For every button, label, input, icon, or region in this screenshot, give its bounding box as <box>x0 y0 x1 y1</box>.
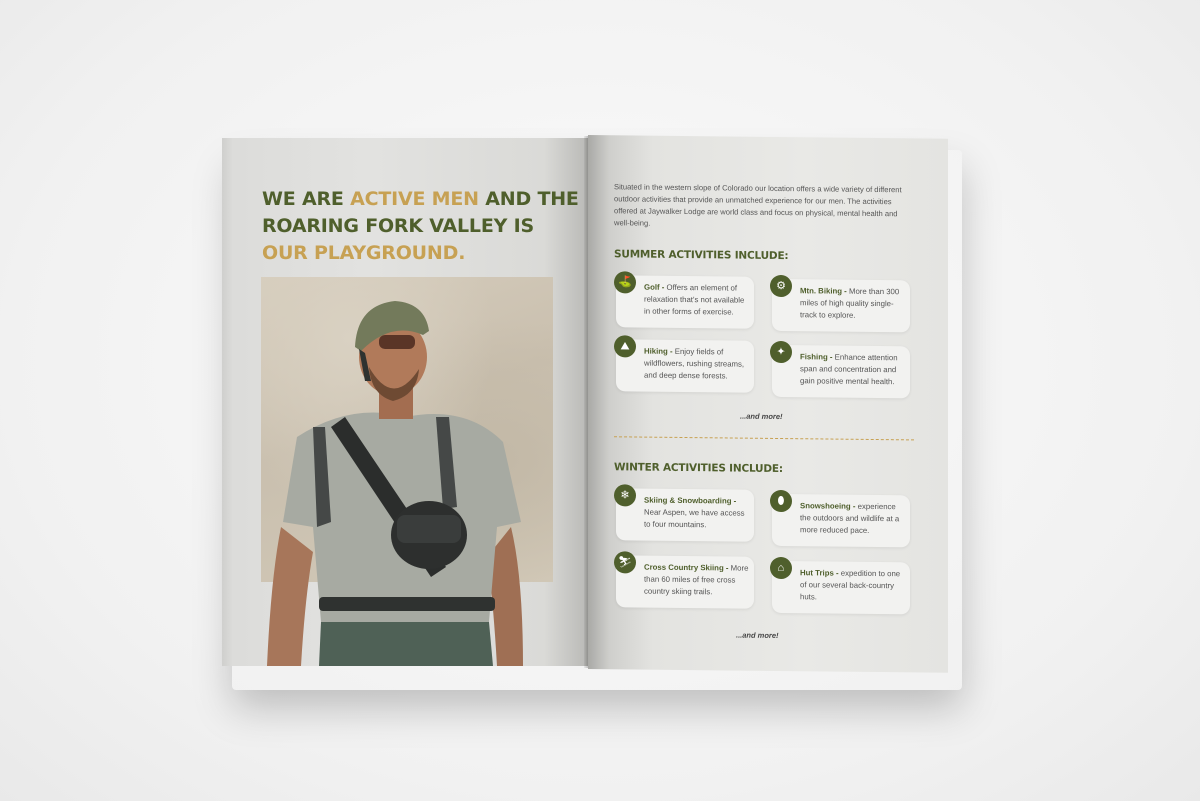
card-hiking <box>616 339 754 392</box>
card-biking-desc: More than 300 miles of high quality single-track to explore. <box>800 286 900 320</box>
left-page <box>222 138 588 666</box>
headline-end: . <box>458 242 466 264</box>
right-page <box>588 135 948 673</box>
headline-part2: AND THE ROARING FORK VALLEY IS <box>262 188 579 237</box>
cross-country-ski-icon: ⛷ <box>614 551 636 573</box>
card-biking-text: Mtn. Biking - More than 300 miles of high quality single-track to explore. <box>800 286 900 320</box>
hut-icon: ⌂ <box>770 557 792 579</box>
winter-title: WINTER ACTIVITIES INCLUDE: <box>614 461 783 476</box>
card-hut-desc: expedition to one of our several back-country huts. <box>800 568 901 602</box>
golf-icon: ⛳ <box>614 271 636 293</box>
card-biking-name: Mtn. Biking <box>800 286 843 296</box>
card-golf <box>616 275 754 328</box>
section-divider <box>614 436 914 440</box>
card-cross-country-name: Cross Country Skiing <box>644 562 724 573</box>
card-hut-text: Hut Trips - expedition to one of our several back-country huts. <box>800 568 901 602</box>
card-skiing <box>616 488 754 541</box>
card-golf-name: Golf <box>644 282 660 292</box>
card-hut-name: Hut Trips <box>800 568 834 578</box>
winter-more: ...and more! <box>736 630 779 640</box>
card-snowshoeing-name: Snowshoeing <box>800 501 851 511</box>
card-hiking-name: Hiking <box>644 346 668 356</box>
card-golf-desc: Offers an element of relaxation that's not available in other forms of exercise. <box>644 282 745 317</box>
card-fishing <box>772 345 910 398</box>
card-golf-text: Golf - Offers an element of relaxation that's not available in other forms of exercise. <box>644 282 745 317</box>
summer-title: SUMMER ACTIVITIES INCLUDE: <box>614 248 789 263</box>
card-fishing-text: Fishing - Enhance attention span and concentration and gain positive mental health. <box>800 352 898 387</box>
fish-icon: ✦ <box>770 341 792 363</box>
climber-photo <box>261 277 553 666</box>
headline-accent-1: ACTIVE MEN <box>350 188 479 210</box>
card-cross-country-desc: More than 60 miles of free cross country skiing trails. <box>644 563 749 597</box>
card-mtn-biking <box>772 279 910 332</box>
intro-paragraph: Situated in the western slope of Colorado our location offers a wide variety of different outdoor activities that provide an unmatched experience for our men. The activities offered at Jaywalker Lodge are world class and focus on physical, mental health and well-being. <box>614 182 902 228</box>
skier-icon: ❄ <box>614 484 636 506</box>
card-cross-country-text: Cross Country Skiing - More than 60 miles of free cross country skiing trails. <box>644 562 749 597</box>
hiker-icon: ⛰ <box>614 335 636 357</box>
headline-part1: WE ARE <box>262 188 351 210</box>
card-skiing-name: Skiing & Snowboarding <box>644 495 732 506</box>
climber-illustration <box>261 277 553 666</box>
card-skiing-text: Skiing & Snowboarding - Near Aspen, we have access to four mountains. <box>644 495 745 530</box>
card-skiing-desc: Near Aspen, we have access to four mountains. <box>644 507 745 530</box>
card-hiking-desc: Enjoy fields of wildflowers, rushing streams, and deep dense forests. <box>644 346 745 381</box>
card-cross-country <box>616 555 754 608</box>
snowshoe-icon: ⬮ <box>770 490 792 512</box>
card-snowshoeing <box>772 494 910 547</box>
card-fishing-desc: Enhance attention span and concentration and gain positive mental health. <box>800 352 898 387</box>
bike-icon: ⚙ <box>770 275 792 297</box>
summer-more: ...and more! <box>740 411 783 422</box>
card-snowshoeing-desc: experience the outdoors and wildlife at a more reduced pace. <box>800 501 900 535</box>
card-fishing-name: Fishing <box>800 352 828 362</box>
card-hiking-text: Hiking - Enjoy fields of wildflowers, rushing streams, and deep dense forests. <box>644 346 745 381</box>
headline-accent-2: OUR PLAYGROUND <box>262 242 459 264</box>
card-hut-trips <box>772 561 910 614</box>
headline <box>262 186 582 267</box>
card-snowshoeing-text: Snowshoeing - experience the outdoors and wildlife at a more reduced pace. <box>800 501 900 535</box>
